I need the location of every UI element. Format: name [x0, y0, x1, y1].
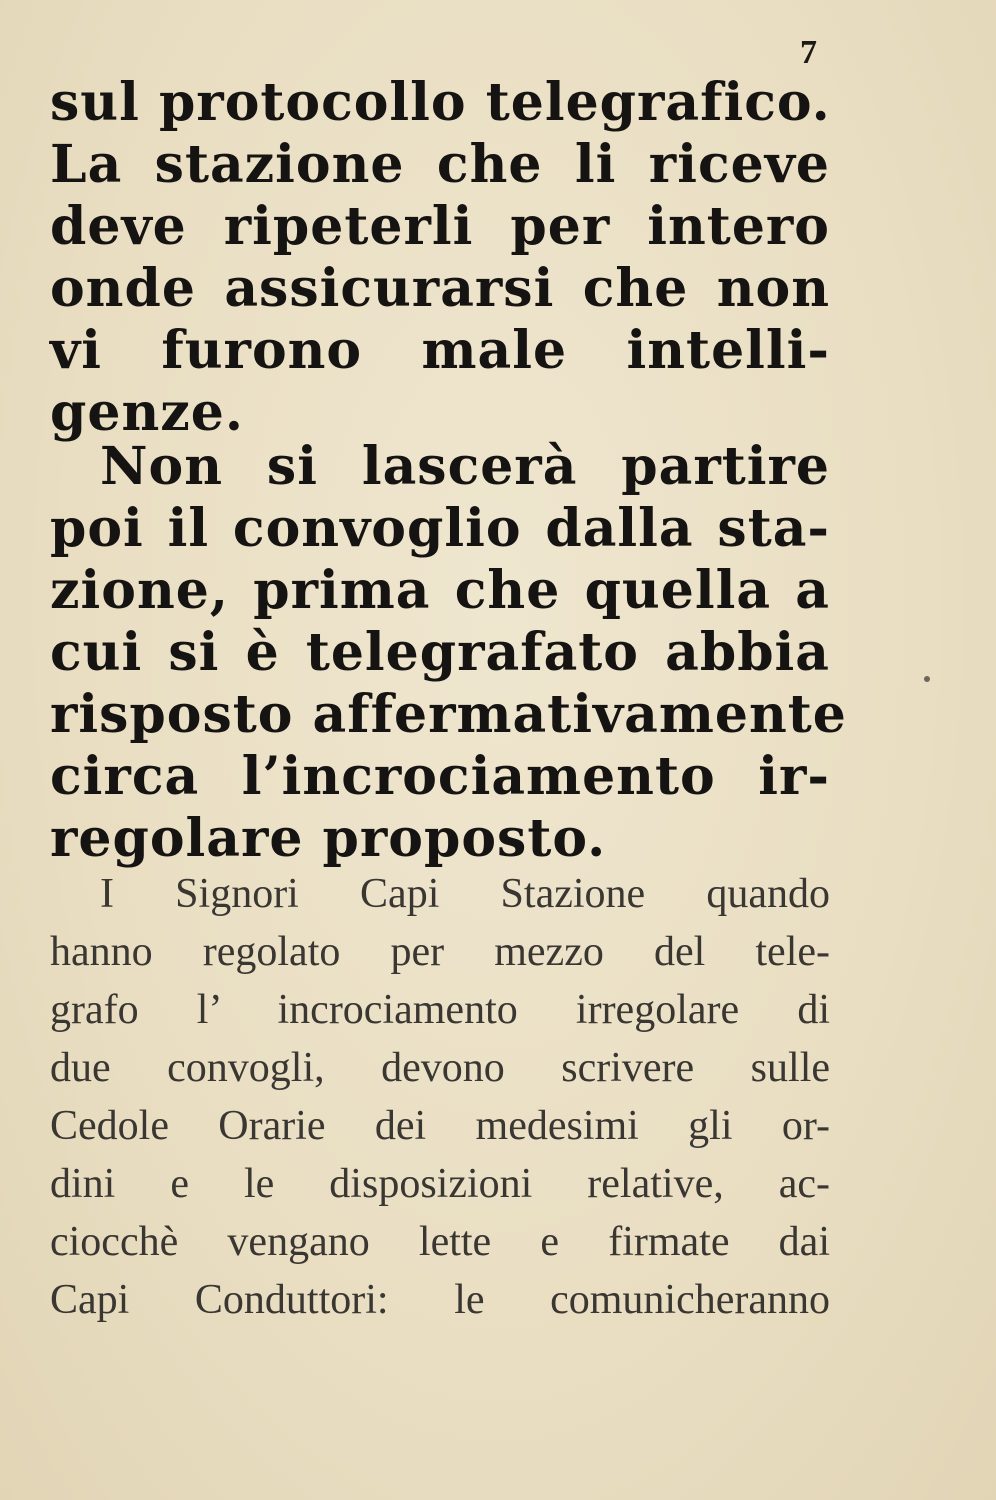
text-line: I Signori Capi Stazione quando [100, 871, 830, 917]
page-number: 7 [800, 34, 817, 71]
text-line: Non si lascerà partire [100, 436, 830, 497]
text-line: La stazione che li riceve [50, 134, 830, 195]
text-line: Capi Conduttori: le comunicheranno [50, 1277, 830, 1323]
text-line: cui si è telegrafato abbia [50, 622, 830, 683]
text-line: genze. [50, 382, 244, 443]
text-line: onde assicurarsi che non [50, 258, 830, 319]
text-line: sul protocollo telegrafico. [50, 72, 831, 133]
text-line: grafo l’ incrociamento irregolare di [50, 987, 830, 1033]
text-line: circa l’incrociamento ir- [50, 746, 830, 807]
text-line: regolare proposto. [50, 808, 607, 869]
text-line: deve ripeterli per intero [50, 196, 830, 257]
text-line: Cedole Orarie dei medesimi gli or- [50, 1103, 830, 1149]
text-line: zione, prima che quella a [50, 560, 830, 621]
text-line: risposto affermativamente [50, 684, 847, 745]
paper-speck [924, 676, 930, 682]
text-line: ciocchè vengano lette e firmate dai [50, 1219, 830, 1265]
text-line: due convogli, devono scrivere sulle [50, 1045, 830, 1091]
text-line: dini e le disposizioni relative, ac- [50, 1161, 830, 1207]
text-line: vi furono male intelli- [50, 320, 830, 381]
text-line: hanno regolato per mezzo del tele- [50, 929, 830, 975]
text-line: poi il convoglio dalla sta- [50, 498, 830, 559]
